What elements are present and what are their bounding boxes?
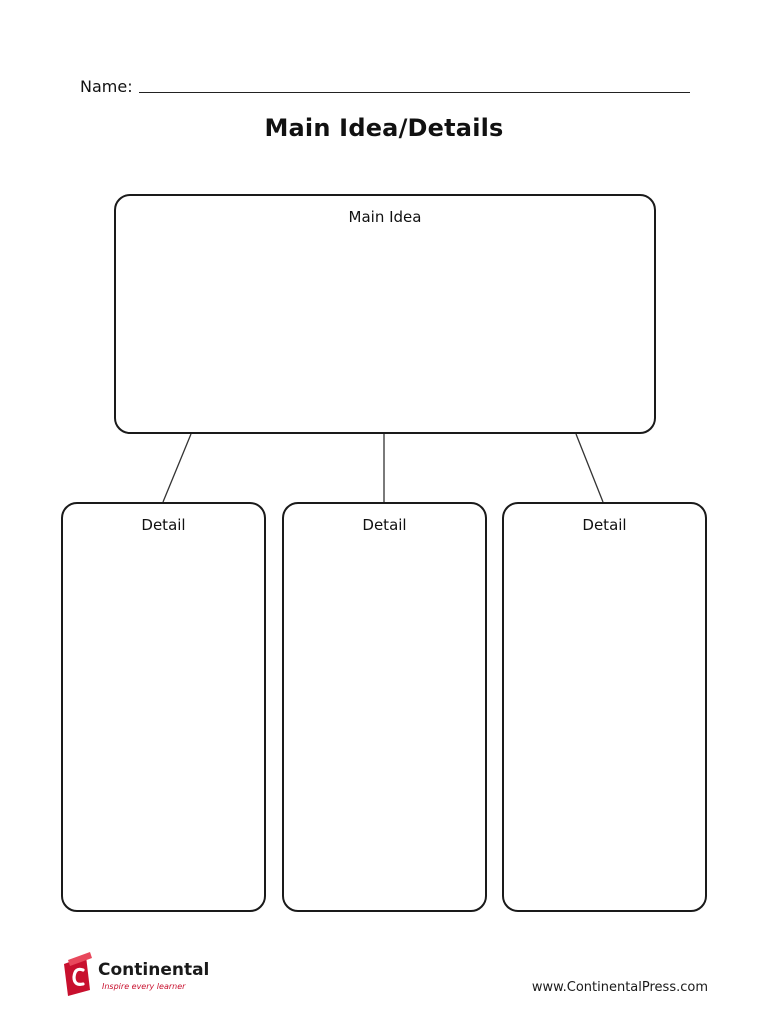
detail-label-1: Detail [141, 516, 186, 534]
main-idea-label: Main Idea [348, 208, 422, 226]
brand-name: Continental [98, 960, 210, 980]
connector-line-left [163, 434, 191, 502]
detail-label-3: Detail [582, 516, 627, 534]
name-label: Name: [80, 77, 133, 96]
detail-box-1[interactable] [61, 502, 266, 912]
detail-box-2[interactable] [282, 502, 487, 912]
name-field-line[interactable] [139, 91, 690, 93]
book-c-logo-icon [60, 950, 96, 998]
name-row [80, 74, 690, 96]
brand-tagline: Inspire every learner [102, 982, 186, 991]
detail-box-3[interactable] [502, 502, 707, 912]
page-title: Main Idea/Details [264, 114, 504, 142]
connector-line-right [576, 434, 603, 502]
continental-logo [60, 950, 210, 1000]
detail-label-2: Detail [362, 516, 407, 534]
footer-url[interactable]: www.ContinentalPress.com [531, 980, 708, 995]
main-idea-box[interactable] [114, 194, 656, 434]
